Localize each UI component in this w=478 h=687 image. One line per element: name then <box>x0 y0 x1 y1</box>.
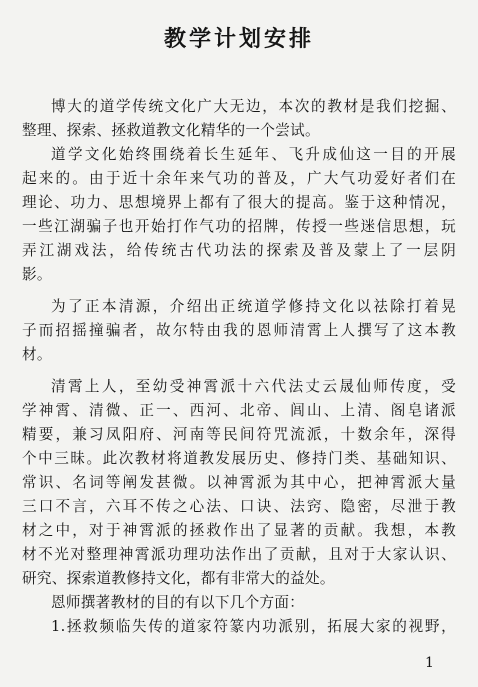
page-number: 1 <box>425 655 434 671</box>
text-line: 清霄上人，至幼受神霄派十六代法丈云晟仙师传度，受 <box>51 378 456 395</box>
text-line: 子而招摇撞骗者，故尔特由我的恩师清霄上人撰写了这本教 <box>22 322 456 339</box>
text-line: 材。 <box>22 346 52 363</box>
text-line: 常识、名词等阐发甚微。以神霄派为其中心，把神霄派大量 <box>22 474 456 491</box>
document-title: 教学计划安排 <box>163 27 314 52</box>
text-line: 精要，兼习凤阳府、河南等民间符咒流派，十数余年，深得 <box>22 426 456 443</box>
text-line: 研究、探索道教修持文化，都有非常大的益处。 <box>22 570 335 587</box>
text-line: 为了正本清源，介绍出正统道学修持文化以祛除打着晃 <box>51 298 456 315</box>
text-line: 三口不言，六耳不传之心法、口诀、法窍、隐密，尽泄于教 <box>22 498 456 515</box>
text-line: 材之中，对于神霄派的拯救作出了显著的贡献。我想，本教 <box>22 522 456 539</box>
text-line: 起来的。由于近十余年来气功的普及，广大气功爱好者们在 <box>22 170 456 187</box>
text-line: 整理、探索、拯救道教文化精华的一个尝试。 <box>22 122 320 139</box>
text-line: 道学文化始终围绕着长生延年、飞升成仙这一目的开展 <box>51 146 456 163</box>
text-line: 材不光对整理神霄派功理功法作出了贡献，且对于大家认识、 <box>22 546 456 563</box>
text-line: 博大的道学传统文化广大无边，本次的教材是我们挖掘、 <box>51 98 456 115</box>
text-line: 个中三昧。此次教材将道教发展历史、修持门类、基础知识、 <box>22 450 456 467</box>
text-line: 弄江湖戏法，给传统古代功法的探索及普及蒙上了一层阴 <box>22 242 456 259</box>
text-line: 一些江湖骗子也开始打作气功的招牌，传授一些迷信思想，玩 <box>22 218 456 235</box>
document-body <box>22 95 456 639</box>
text-line: 学神霄、清微、正一、西河、北帝、闾山、上清、阁皂诸派 <box>22 402 456 419</box>
text-line: 恩师撰著教材的目的有以下几个方面： <box>51 594 305 611</box>
text-line: 1.拯救频临失传的道家符篆内功派别，拓展大家的视野， <box>51 618 456 635</box>
text-line: 理论、功力、思想境界上都有了很大的提高。鉴于这种情况， <box>22 194 456 211</box>
text-line: 影。 <box>22 266 52 283</box>
